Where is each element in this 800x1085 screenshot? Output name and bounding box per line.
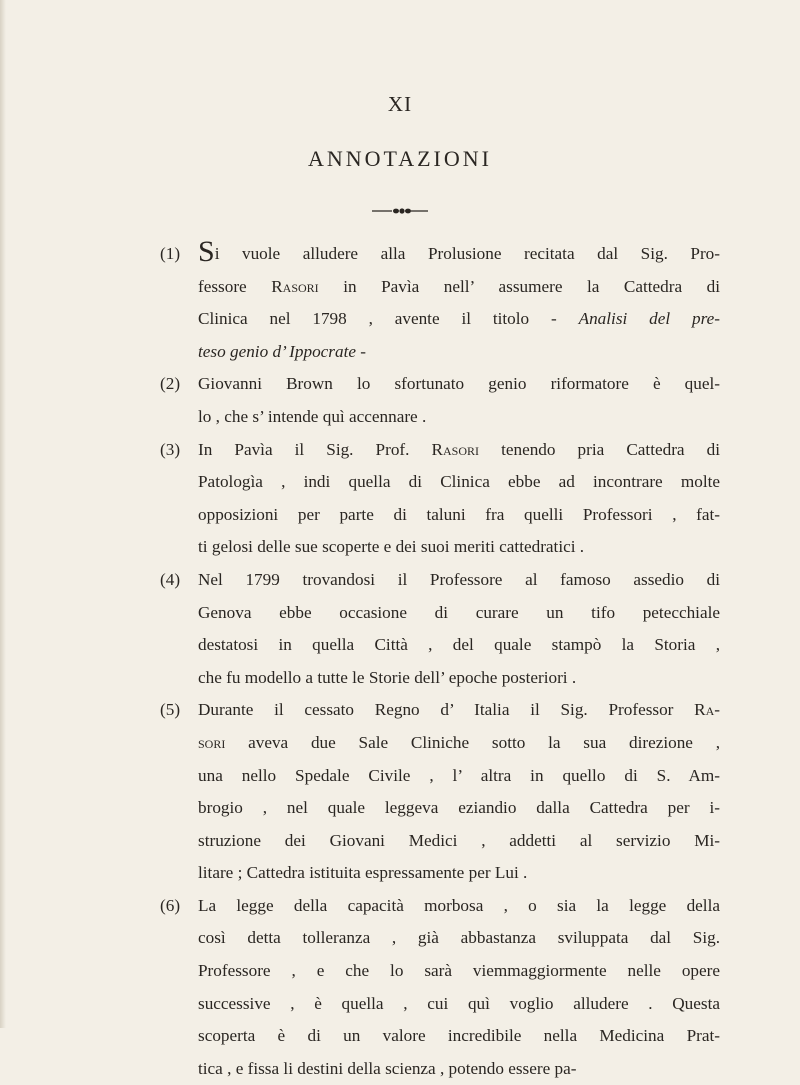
text-run: Professore , e che lo sarà viemmaggiormente nelle opere [198,961,720,981]
text-line [198,434,720,467]
note-text [198,694,720,890]
italic-title: teso genio d’ Ippocrate - [198,341,367,361]
annotation-note [160,368,720,433]
text-line [198,531,720,564]
annotation-note [160,434,720,564]
text-line [198,1020,720,1053]
note-number: (3) [160,439,181,459]
text-line [198,235,720,271]
text-run: i vuole alludere alla Prolusione recitata dal Sig. Pro- [214,244,720,263]
drop-cap: S [198,235,215,268]
text-run: ti gelosi delle sue scoperte e dei suoi meriti cattedratici . [198,537,585,557]
note-text [198,890,720,1085]
text-line [198,857,720,890]
text-line [198,922,720,955]
page-number: XI [387,92,413,116]
annotation-note [160,564,720,694]
text-run: Patologìa , indi quella di Clinica ebbe ad incontrare molte [198,472,720,492]
text-run: così detta tolleranza , già abbastanza sviluppata dal Sig. [198,928,720,948]
text-run: Durante il cessato Regno d’ Italia il Sig. Professor [198,700,695,720]
note-text [198,368,720,433]
small-caps-name: Ra- [694,700,720,720]
page-title: ANNOTAZIONI [308,146,492,171]
text-run: litare ; Cattedra istituita espressamente per Lui . [198,863,528,883]
text-line [198,499,720,532]
note-number: (4) [160,569,181,589]
ornament-divider-icon [370,206,430,216]
text-run: destatosi in quella Città , del quale stampò la Storia , [198,635,720,655]
text-run: tica , e fissa li destini della scienza , potendo essere pa- [198,1058,577,1078]
italic-title: Analisi del pre- [578,309,720,329]
text-run: successive , è quella , cui quì voglio alludere . Questa [198,993,720,1013]
text-line [198,401,720,434]
text-line [198,792,720,825]
text-line [198,271,720,304]
text-run: lo , che s’ intende quì accennare . [198,406,427,426]
text-line [198,955,720,988]
text-line [198,988,720,1021]
small-caps-name: Rasori [431,439,479,459]
text-run: Nel 1799 trovandosi il Professore al famoso assedio di [198,569,720,589]
text-run: scoperta è di un valore incredibile nella Medicina Prat- [198,1026,720,1046]
small-caps-name: Rasori [271,276,319,296]
text-run: brogio , nel quale leggeva eziandio dalla Cattedra per i- [198,798,720,818]
text-run: Clinica nel 1798 , avente il titolo - [198,309,579,329]
text-line [198,564,720,597]
note-text [198,434,720,564]
note-number: (2) [160,374,181,394]
text-run: opposizioni per parte di taluni fra quelli Professori , fat- [198,504,720,524]
note-number: (6) [160,895,181,915]
text-run: struzione dei Giovani Medici , addetti al servizio Mi- [198,830,720,850]
text-run: in Pavìa nell’ assumere la Cattedra di [318,276,720,296]
text-run: In Pavìa il Sig. Prof. [198,439,432,459]
annotation-note [160,235,720,368]
note-number: (1) [160,244,181,263]
text-run: fessore [198,276,272,296]
note-text [198,564,720,694]
text-line [198,727,720,760]
text-line [198,597,720,630]
annotations-list [160,235,720,1085]
small-caps-name: sori [198,732,226,752]
text-line [198,825,720,858]
text-run: Genova ebbe occasione di curare un tifo petecchiale [198,602,720,622]
note-number: (5) [160,700,181,720]
note-text [198,235,720,368]
text-line [198,303,720,336]
text-line [198,890,720,923]
text-run: che fu modello a tutte le Storie dell’ epoche posteriori . [198,667,577,687]
text-run: una nello Spedale Civile , l’ altra in quello di S. Am- [198,765,720,785]
text-line [198,629,720,662]
text-line [198,368,720,401]
text-line [198,694,720,727]
text-line [198,760,720,793]
text-run: aveva due Sale Cliniche sotto la sua direzione , [225,732,720,752]
annotation-note [160,890,720,1085]
text-run: Giovanni Brown lo sfortunato genio riformatore è quel- [198,374,720,394]
annotation-note [160,694,720,890]
text-line [198,1053,720,1085]
text-line [198,662,720,695]
text-line [198,336,720,369]
text-run: tenendo pria Cattedra di [479,439,720,459]
text-run: La legge della capacità morbosa , o sia la legge della [198,895,720,915]
text-line [198,466,720,499]
